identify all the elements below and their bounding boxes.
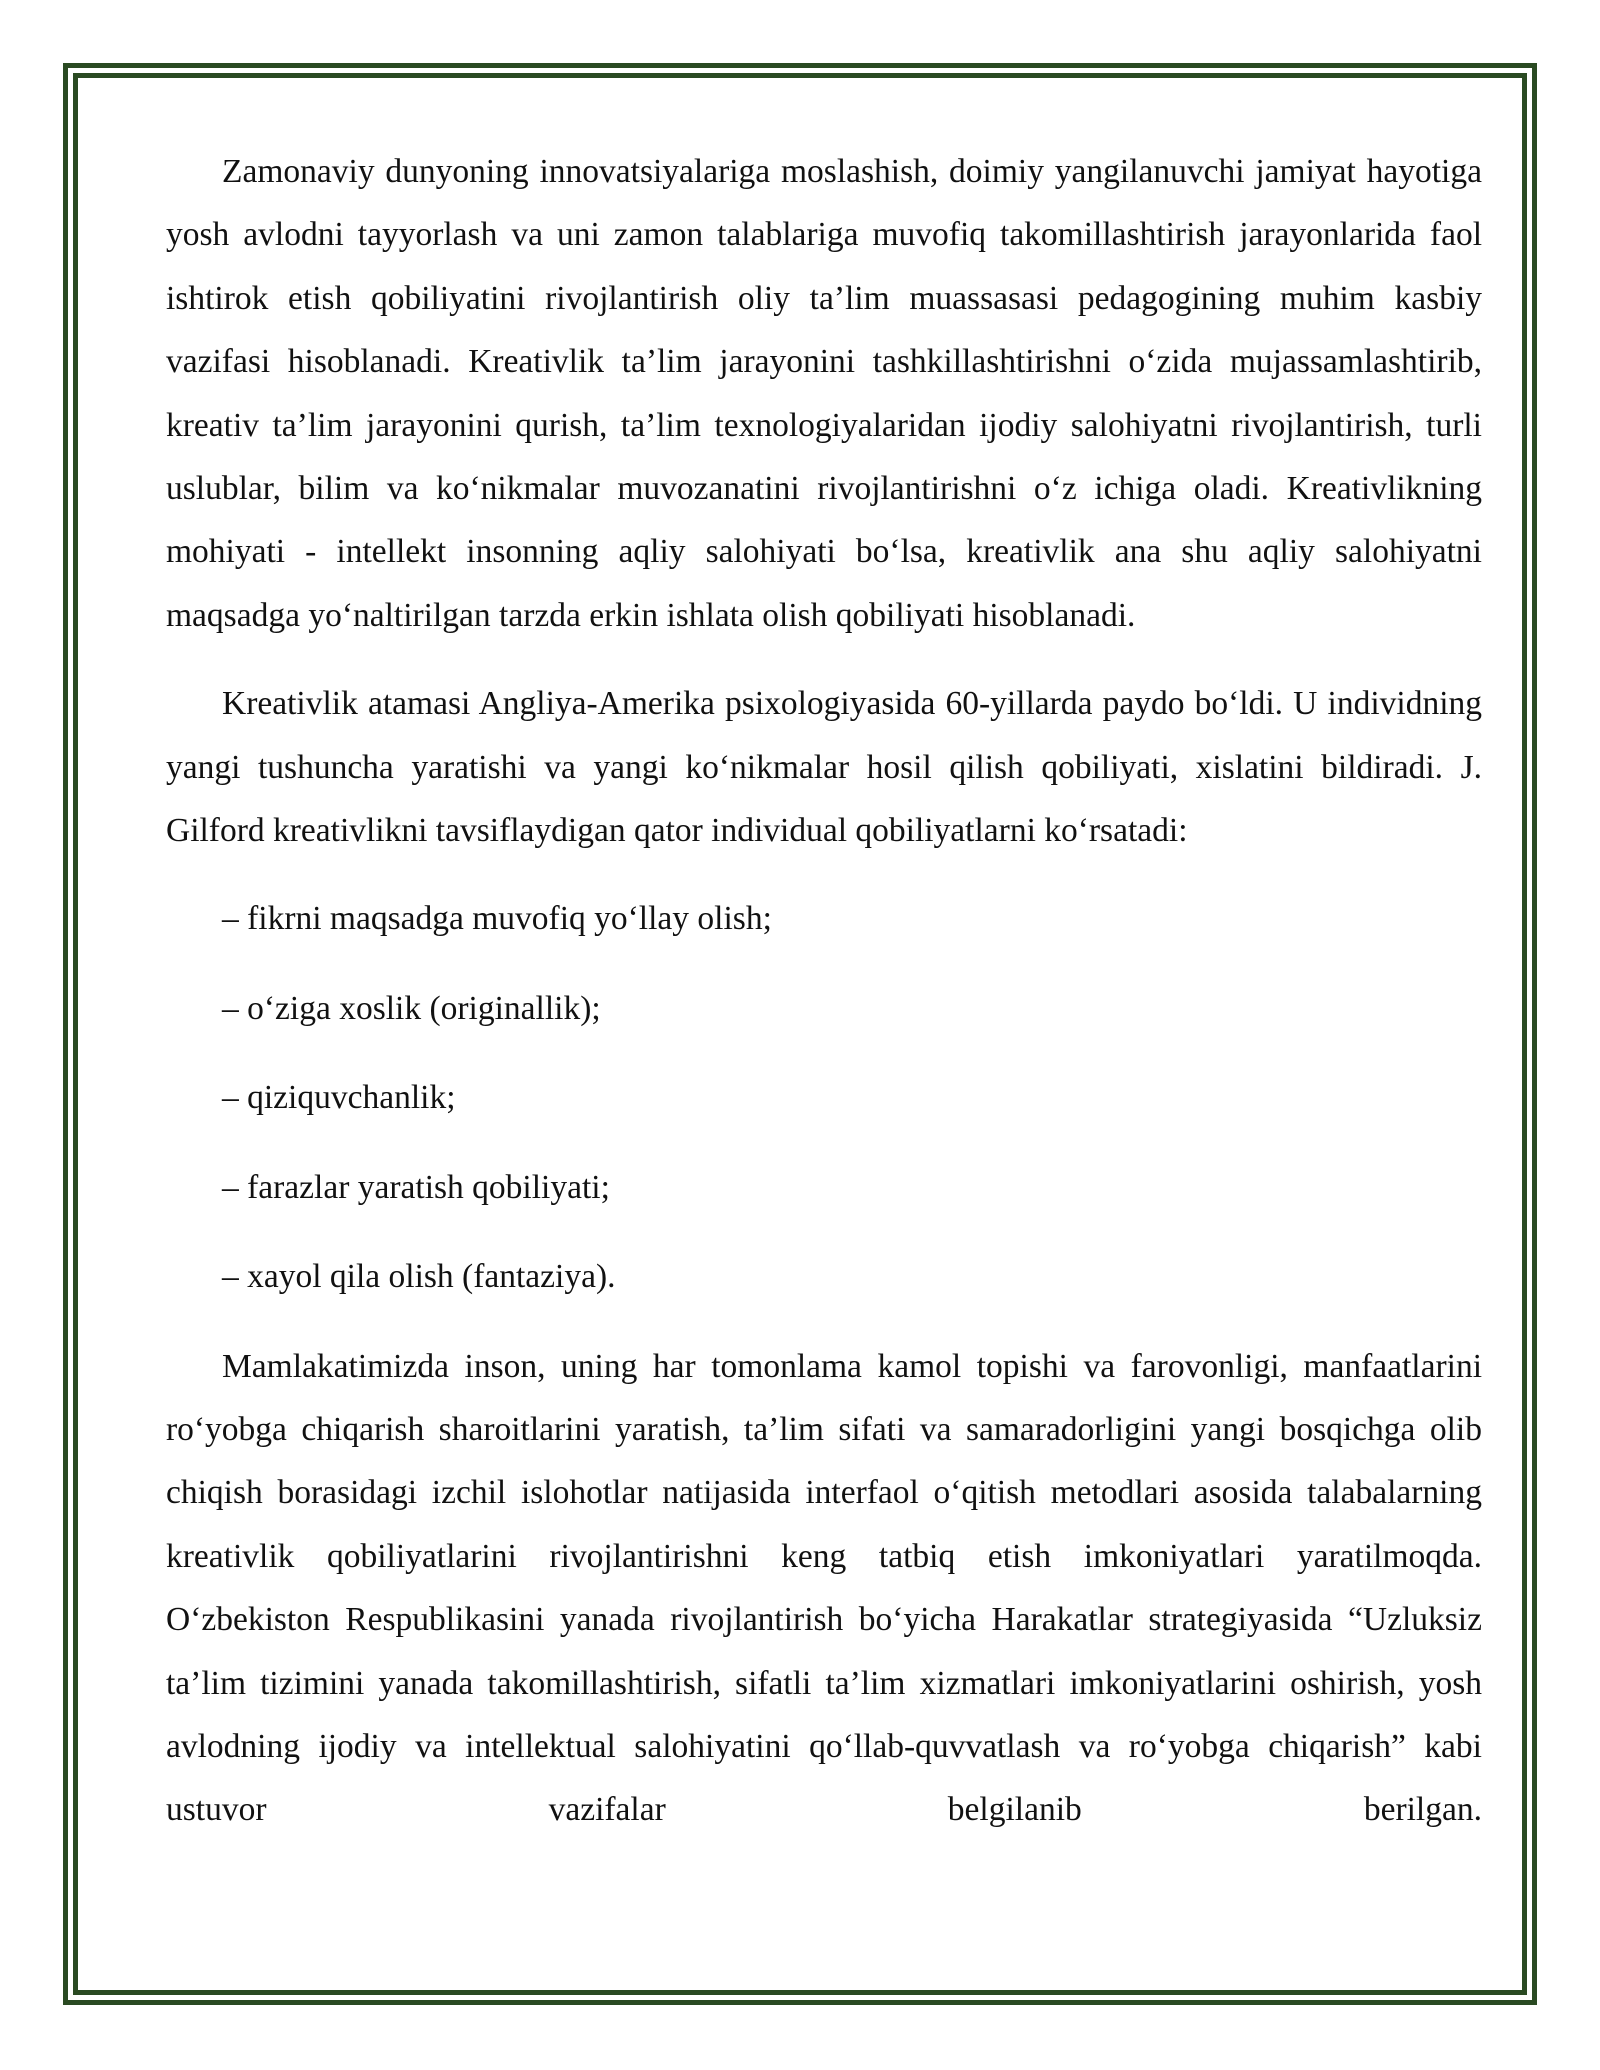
abilities-list	[166, 887, 1482, 1308]
list-item: – farazlar yaratish qobiliyati;	[222, 1168, 610, 1206]
list-item: – xayol qila olish (fantaziya).	[222, 1258, 616, 1296]
document-body	[166, 140, 1482, 1842]
paragraph-1: Zamonaviy dunyoning innovatsiyalariga moslashish, doimiy yangilanuvchi jamiyat hayotiga yosh avlodni tayyorlash va uni zamon talablariga muvofiq takomillashtirish jarayonlarida faol ishtirok etish qobiliyatini rivojlantirish oliy ta’lim muassasasi pedagogining muhim kasbiy vazifasi hisoblanadi. Kreativlik ta’lim jarayonini tashkillashtirishni o‘zida mujassamlashtirib, kreativ ta’lim jarayonini qurish, ta’lim texnologiyalaridan ijodiy salohiyatni rivojlantirish, turli uslublar, bilim va ko‘nikmalar muvozanatini rivojlantirishni o‘z ichiga oladi. Kreativlikning mohiyati - intellekt insonning aqliy salohiyati bo‘lsa, kreativlik ana shu aqliy salohiyatni maqsadga yo‘naltirilgan tarzda erkin ishlata olish qobiliyati hisoblanadi.	[166, 153, 1482, 634]
paragraph-2: Kreativlik atamasi Angliya-Amerika psixologiyasida 60-yillarda paydo bo‘ldi. U individning yangi tushuncha yaratishi va yangi ko‘nikmalar hosil qilish qobiliyati, xislatini bildiradi. J. Gilford kreativlikni tavsiflaydigan qator individual qobiliyatlarni ko‘rsatadi:	[166, 685, 1482, 850]
list-item: – fikrni maqsadga muvofiq yo‘llay olish;	[222, 900, 772, 938]
paragraph-3: Mamlakatimizda inson, uning har tomonlama kamol topishi va farovonligi, manfaatlarini ro‘yobga chiqarish sharoitlarini yaratish, ta’lim sifati va samaradorligini yangi bosqichga olib chiqish borasidagi izchil islohotlar natijasida interfaol o‘qitish metodlari asosida talabalarning kreativlik qobiliyatlarini rivojlantirishni keng tatbiq etish imkoniyatlari yaratilmoqda. O‘zbekiston Respublikasini yanada rivojlantirish bo‘yicha Harakatlar strategiyasida “Uzluksiz ta’lim tizimini yanada takomillashtirish, sifatli ta’lim xizmatlari imkoniyatlarini oshirish, yosh avlodning ijodiy va intellektual salohiyatini qo‘llab-quvvatlash va ro‘yobga chiqarish” kabi ustuvor vazifalar belgilanib berilgan.	[166, 1347, 1482, 1829]
list-item: – qiziquvchanlik;	[222, 1079, 456, 1117]
list-item: – o‘ziga xoslik (originallik);	[222, 989, 601, 1027]
